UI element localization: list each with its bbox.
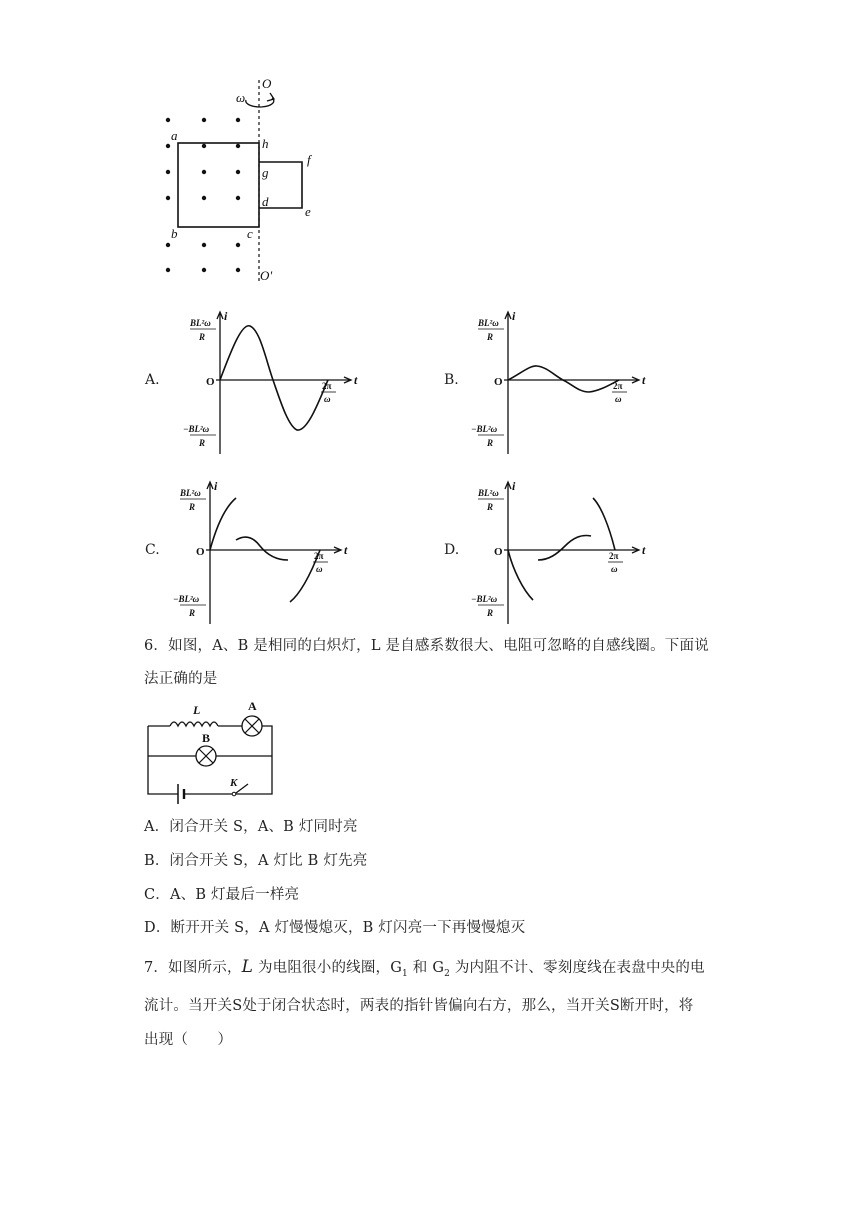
neg-amplitude-label: −BL²ω [471,424,498,434]
q6-option-C[interactable]: C．A、B 灯最后一样亮 [144,887,300,903]
q7-G2: G [432,960,445,976]
omega-label: ω [236,90,246,105]
pos-amplitude-den: R [199,332,206,342]
y-axis-label: i [214,479,218,493]
e-label: e [305,204,311,219]
neg-amplitude-den: R [487,438,494,448]
q7-text-c: 和 [407,960,433,976]
O-label: O [262,76,272,91]
x-axis-label: t [344,543,348,557]
graph-A [180,308,370,458]
d-label: d [262,194,269,209]
period-den: ω [316,564,323,574]
y-axis-label: i [512,479,516,493]
lamp-B-label: B [202,731,211,745]
neg-amplitude-den: R [199,438,206,448]
switch-K [236,784,248,793]
g-label: g [262,165,269,180]
period-label: 2π [609,551,619,561]
q7-L: L [241,957,254,977]
period-den: ω [615,394,622,404]
loop-figure [150,72,340,287]
q7-text-a: 如图所示， [168,960,242,976]
q7-G1-sub: 1 [402,968,408,979]
q7-text-d: 为内阻不计、零刻度线在表盘中央的电 [450,960,705,976]
q6-option-A[interactable]: A．闭合开关 S，A、B 灯同时亮 [144,819,358,835]
option-B-label[interactable]: B. [444,372,459,388]
h-label: h [262,136,269,151]
q7-text-b: 为电阻很小的线圈， [253,960,391,976]
x-axis-label: t [642,543,646,557]
graph-C [170,478,360,628]
curve-B [508,366,619,392]
q6-option-B[interactable]: B．闭合开关 S，A 灯比 B 灯先亮 [144,853,368,869]
origin-label: O [206,376,215,388]
option-A-label[interactable]: A. [145,372,160,388]
curve-D-1 [508,550,533,600]
graph-B [471,308,665,458]
neg-amplitude-label: −BL²ω [471,594,498,604]
y-axis-label: i [224,309,228,323]
pos-amplitude-label: BL²ω [478,318,499,328]
option-D-label[interactable]: D. [444,542,460,558]
curve-A [220,326,328,430]
neg-amplitude-den: R [487,608,494,618]
graph-D [473,478,663,628]
f-label: f [307,152,311,167]
curve-D-2 [538,535,591,560]
rotation-arrow [246,98,274,107]
O-prime-label: O' [260,268,273,283]
option-C-label[interactable]: C. [145,542,160,558]
pos-amplitude-label: BL²ω [180,488,201,498]
origin-label: O [196,546,205,558]
y-axis-label: i [512,309,516,323]
q6-stem-line2: 法正确的是 [144,671,218,687]
period-label: 2π [613,381,623,391]
b-label: b [171,226,178,241]
q7-stem-line2: 流计。当开关S处于闭合状态时，两表的指针皆偏向右方，那么，当开关S断开时，将 [144,998,694,1014]
square-loop [178,143,259,227]
neg-amplitude-label: −BL²ω [173,594,200,604]
period-den: ω [611,564,618,574]
q6-circuit [140,698,280,806]
switch-K-label: K [230,777,238,789]
x-axis-label: t [354,373,358,387]
q7-G1: G [390,960,403,976]
q7-G2-sub: 2 [444,968,451,979]
pos-amplitude-label: BL²ω [478,488,499,498]
x-axis-label: t [642,373,646,387]
curve-C-2 [236,537,288,560]
curve-C-1 [210,498,236,550]
q6-option-D[interactable]: D．断开开关 S，A 灯慢慢熄灭，B 灯闪亮一下再慢慢熄灭 [144,920,526,936]
period-label: 2π [322,381,332,391]
q6-stem-text: 如图，A、B 是相同的白炽灯，L 是自感系数很大、电阻可忽略的自感线圈。下面说 [168,638,709,654]
q6-stem-line1 [144,636,724,656]
curve-D-3 [593,498,615,550]
pos-amplitude-den: R [487,502,494,512]
q7-number: 7． [144,960,169,976]
pos-amplitude-den: R [487,332,494,342]
origin-label: O [494,376,503,388]
pos-amplitude-label: BL²ω [190,318,211,328]
inductor-L-label: L [193,703,201,717]
q7-stem-line3: 出现（ ） [144,1032,233,1048]
q6-number: 6． [144,638,169,654]
c-label: c [247,226,253,241]
lamp-A-label: A [248,699,257,713]
inductor-L [170,722,218,726]
neg-amplitude-den: R [189,608,196,618]
pos-amplitude-den: R [189,502,196,512]
neg-amplitude-label: −BL²ω [183,424,210,434]
a-label: a [171,128,178,143]
q7-stem-line1 [144,957,744,984]
period-label: 2π [314,551,324,561]
origin-label: O [494,546,503,558]
period-den: ω [324,394,331,404]
